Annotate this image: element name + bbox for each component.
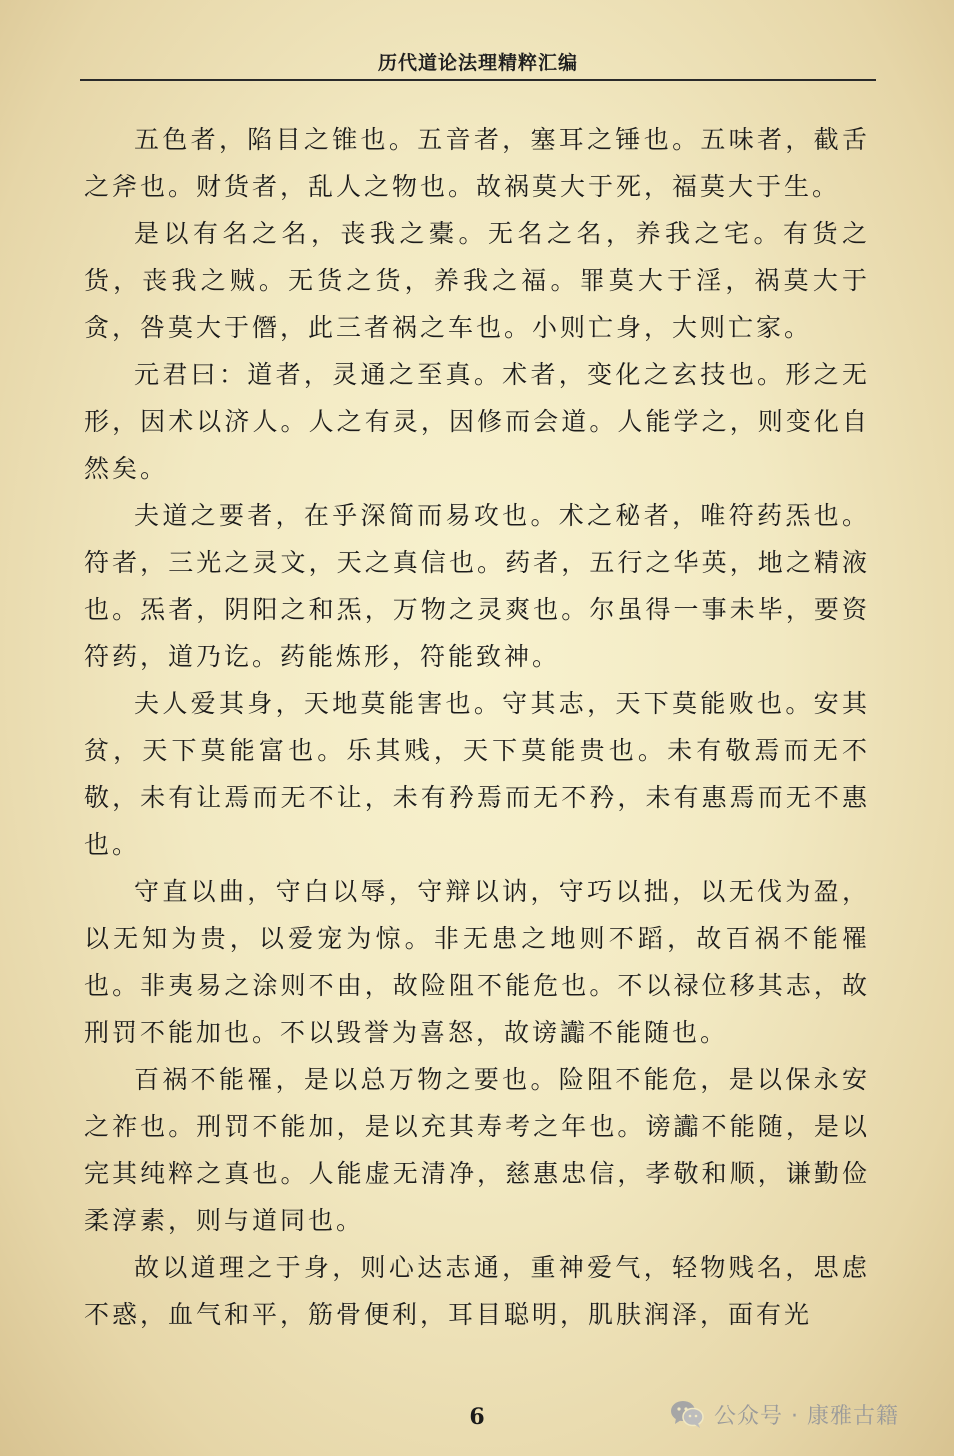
wechat-icon bbox=[670, 1399, 704, 1429]
watermark-text: 公众号 · 康雅古籍 bbox=[714, 1403, 899, 1429]
running-header: 历代道论法理精粹汇编 bbox=[377, 52, 578, 74]
paragraph-7: 百祸不能罹，是以总万物之要也。险阻不能危，是以保永安之祚也。刑罚不能加，是以充其寿考之年也。谤讟不能随，是以完其纯粹之真也。人能虚无清净，慈惠忠信，孝敬和顺，谦勤俭柔淳素，则与道同也。 bbox=[84, 1065, 870, 1235]
paragraph-6: 守直以曲，守白以辱，守辩以讷，守巧以拙，以无伐为盈，以无知为贵，以爱宠为惊。非无患之地则不蹈，故百祸不能罹也。非夷易之涂则不由，故险阻不能危也。不以禄位移其志，故刑罚不能加也。不以毁誉为喜怒，故谤讟不能随也。 bbox=[84, 877, 870, 1047]
header-rule bbox=[80, 79, 876, 81]
paragraph-5: 夫人爱其身，天地莫能害也。守其志，天下莫能败也。安其贫，天下莫能富也。乐其贱，天下莫能贵也。未有敬焉而无不敬，未有让焉而无不让，未有矜焉而无不矜，未有惠焉而无不惠也。 bbox=[84, 689, 870, 859]
watermark bbox=[670, 1396, 930, 1432]
paragraph-8: 故以道理之于身，则心达志通，重神爱气，轻物贱名，思虑不惑，血气和平，筋骨便利，耳目聪明，肌肤润泽，面有光 bbox=[84, 1253, 870, 1329]
paragraph-4: 夫道之要者，在乎深简而易攻也。术之秘者，唯符药炁也。符者，三光之灵文，天之真信也。药者，五行之华英，地之精液也。炁者，阴阳之和炁，万物之灵爽也。尔虽得一事未毕，要资符药，道乃讫。药能炼形，符能致神。 bbox=[84, 501, 870, 671]
paragraph-1: 五色者，陷目之锥也。五音者，塞耳之锤也。五味者，截舌之斧也。财货者，乱人之物也。故祸莫大于死，福莫大于生。 bbox=[84, 125, 870, 201]
paragraph-2: 是以有名之名，丧我之橐。无名之名，养我之宅。有货之货，丧我之贼。无货之货，养我之福。罪莫大于淫，祸莫大于贪，咎莫大于僭，此三者祸之车也。小则亡身，大则亡家。 bbox=[84, 219, 870, 342]
body-text bbox=[84, 116, 870, 1338]
paragraph-3: 元君曰：道者，灵通之至真。术者，变化之玄技也。形之无形，因术以济人。人之有灵，因修而会道。人能学之，则变化自然矣。 bbox=[84, 360, 870, 483]
page-number: 6 bbox=[469, 1404, 485, 1430]
